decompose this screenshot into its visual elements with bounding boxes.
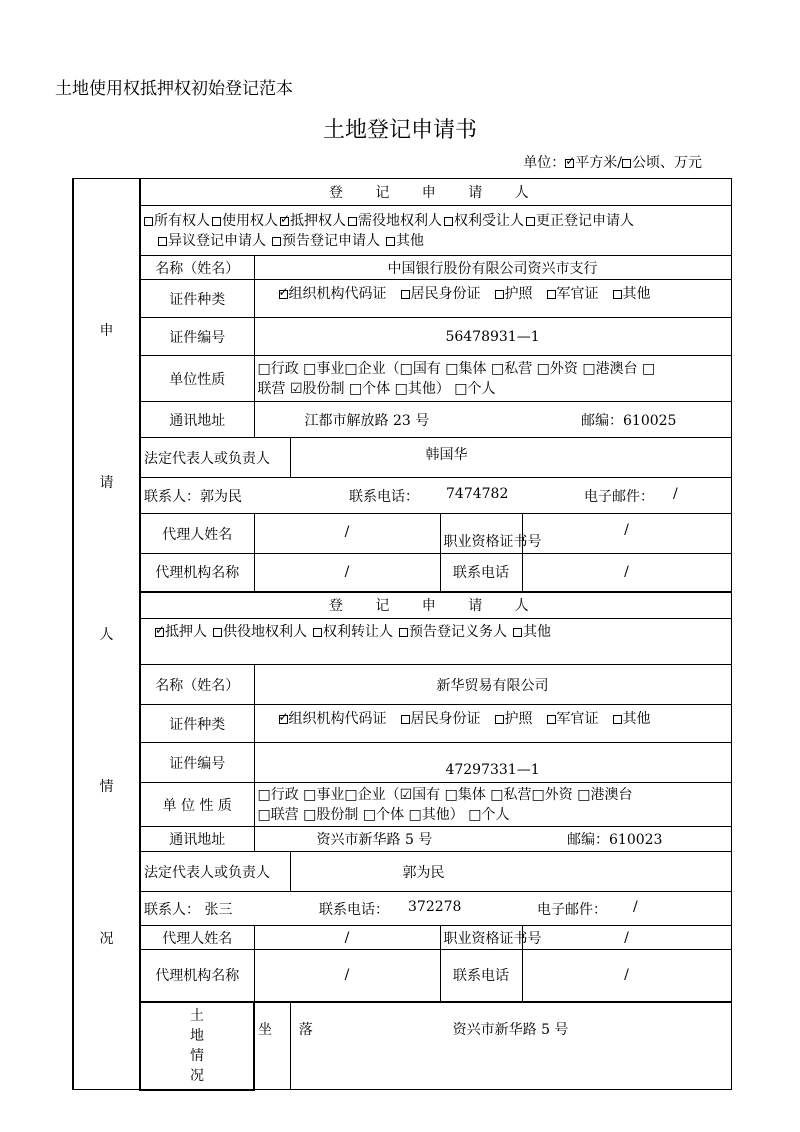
name-value: 中国银行股份有限公司资兴市支行 bbox=[254, 256, 731, 280]
section2-header: 登 记 申 请 人 bbox=[140, 592, 731, 619]
checkbox-icon[interactable] bbox=[348, 217, 357, 226]
checkbox-label: 其他 bbox=[523, 624, 551, 640]
checkbox-label: 权利转让人 bbox=[323, 624, 393, 640]
checkbox-icon[interactable] bbox=[279, 290, 288, 299]
checkbox-icon[interactable] bbox=[401, 715, 410, 724]
postcode: 邮编：610023 bbox=[567, 832, 663, 848]
legal-rep-value: 韩国华 bbox=[290, 438, 731, 478]
side-label-char: 情 bbox=[190, 1047, 204, 1064]
checkbox-icon[interactable] bbox=[158, 237, 167, 246]
cert-type-options bbox=[254, 705, 731, 743]
qual-cert-value: / bbox=[522, 926, 731, 950]
checkbox-icon[interactable] bbox=[212, 217, 221, 226]
side-label-char: 况 bbox=[99, 931, 114, 947]
checkbox-icon[interactable] bbox=[495, 715, 504, 724]
qual-cert-label: 职业资格证书号 bbox=[440, 926, 522, 950]
section1-header: 登 记 申 请 人 bbox=[140, 179, 731, 206]
checkbox-label: 其他 bbox=[622, 711, 651, 727]
checkbox-option[interactable] bbox=[495, 286, 533, 302]
side-label-char: 况 bbox=[190, 1067, 204, 1084]
form-title: 土地登记申请书 bbox=[322, 118, 477, 143]
checkbox-label: 权利受让人 bbox=[454, 212, 524, 229]
checkbox-option[interactable] bbox=[613, 286, 651, 302]
checkbox-icon[interactable] bbox=[386, 237, 395, 246]
agent-name-value: / bbox=[254, 514, 440, 554]
checkbox-icon[interactable] bbox=[279, 715, 288, 724]
phone-label: 联系电话： bbox=[319, 901, 389, 918]
side-label-char: 情 bbox=[99, 779, 114, 795]
checkbox-label: 所有权人 bbox=[154, 212, 210, 229]
checkbox-icon[interactable] bbox=[565, 159, 574, 168]
phone-value: 7474782 bbox=[446, 485, 509, 502]
checkbox-label: 其他 bbox=[396, 232, 424, 249]
checkbox-icon[interactable] bbox=[444, 217, 453, 226]
postcode: 邮编：610025 bbox=[581, 412, 677, 429]
checkbox-option[interactable] bbox=[280, 213, 346, 229]
legal-rep-label: 法定代表人或负责人 bbox=[140, 438, 290, 478]
cert-no-label: 证件编号 bbox=[140, 743, 254, 783]
checkbox-label: 更正登记申请人 bbox=[536, 212, 634, 229]
section1-applicant-types bbox=[140, 206, 731, 256]
cert-no-value: 56478931—1 bbox=[254, 318, 731, 356]
unit-nature-line: □行政 □事业□企业（☑国有 □集体 □私营□外资 □港澳台 bbox=[257, 786, 633, 803]
checkbox-label: 护照 bbox=[504, 286, 533, 302]
email-label: 电子邮件： bbox=[584, 488, 654, 505]
location-label: 坐 落 bbox=[254, 1002, 290, 1090]
agency-label: 代理机构名称 bbox=[140, 950, 254, 1002]
checkbox-option[interactable] bbox=[444, 213, 524, 229]
checkbox-icon[interactable] bbox=[613, 290, 622, 299]
unit-selector bbox=[523, 152, 702, 172]
checkbox-icon[interactable] bbox=[547, 290, 556, 299]
checkbox-option[interactable] bbox=[348, 213, 442, 229]
checkbox-option[interactable] bbox=[495, 711, 533, 727]
checkbox-option[interactable] bbox=[279, 286, 387, 302]
side-label-char: 请 bbox=[99, 475, 114, 491]
cert-no-label: 证件编号 bbox=[140, 318, 254, 356]
checkbox-icon[interactable] bbox=[513, 628, 522, 637]
cert-no-value: 47297331—1 bbox=[254, 743, 731, 783]
contact-person: 联系人：郭为民 bbox=[144, 488, 242, 505]
email-label: 电子邮件： bbox=[537, 901, 607, 918]
side-label-char: 申 bbox=[99, 323, 114, 339]
checkbox-label: 军官证 bbox=[556, 286, 599, 302]
checkbox-icon[interactable] bbox=[399, 628, 408, 637]
checkbox-label: 组织机构代码证 bbox=[288, 711, 387, 727]
checkbox-option[interactable] bbox=[279, 711, 387, 727]
checkbox-option[interactable] bbox=[144, 213, 210, 229]
cert-type-label: 证件种类 bbox=[140, 280, 254, 318]
checkbox-icon[interactable] bbox=[622, 159, 631, 168]
agent-name-label: 代理人姓名 bbox=[140, 926, 254, 950]
legal-rep-value: 郭为民 bbox=[290, 852, 731, 892]
checkbox-option[interactable] bbox=[158, 233, 266, 249]
checkbox-label: 其他 bbox=[622, 286, 651, 302]
checkbox-icon[interactable] bbox=[401, 290, 410, 299]
address-value: 资兴市新华路 5 号 bbox=[316, 832, 433, 848]
application-form bbox=[72, 178, 732, 1091]
agency-phone-label: 联系电话 bbox=[440, 554, 522, 592]
checkbox-option[interactable] bbox=[386, 233, 424, 249]
contact-person: 联系人： 张三 bbox=[144, 901, 233, 918]
checkbox-label: 异议登记申请人 bbox=[168, 232, 266, 249]
checkbox-icon[interactable] bbox=[144, 217, 153, 226]
checkbox-label: 预告登记义务人 bbox=[409, 624, 507, 640]
phone-value: 372278 bbox=[408, 898, 462, 915]
unit-label: 单位： bbox=[523, 155, 566, 171]
agency-phone-label: 联系电话 bbox=[440, 950, 522, 1002]
checkbox-label: 护照 bbox=[504, 711, 533, 727]
location-value: 资兴市新华路 5 号 bbox=[290, 1002, 731, 1090]
checkbox-label: 使用权人 bbox=[222, 212, 278, 229]
side-label-char: 土 bbox=[190, 1007, 204, 1024]
address-row bbox=[254, 402, 731, 438]
unit-nature-label: 单 位 性 质 bbox=[140, 783, 254, 827]
agency-phone-value: / bbox=[522, 554, 731, 592]
checkbox-option[interactable] bbox=[401, 286, 481, 302]
agent-name-value: / bbox=[254, 926, 440, 950]
agency-label: 代理机构名称 bbox=[140, 554, 254, 592]
address-label: 通讯地址 bbox=[140, 827, 254, 852]
address-row bbox=[254, 827, 731, 852]
unit-nature-line: □联营 □股份制 □个体 □其他） □个人 bbox=[257, 806, 510, 823]
unit-nature-line: 联营 ☑股份制 □个体 □其他） □个人 bbox=[257, 380, 496, 397]
checkbox-icon[interactable] bbox=[313, 628, 322, 637]
checkbox-label: 需役地权利人 bbox=[358, 212, 442, 229]
checkbox-option[interactable] bbox=[513, 624, 551, 640]
cert-type-label: 证件种类 bbox=[140, 705, 254, 743]
name-value: 新华贸易有限公司 bbox=[254, 665, 731, 705]
unit-nature-options bbox=[254, 356, 731, 402]
checkbox-option[interactable] bbox=[213, 624, 307, 640]
document-heading: 土地使用权抵押权初始登记范本 bbox=[55, 79, 293, 99]
checkbox-label: 抵押权人 bbox=[290, 212, 346, 229]
address-label: 通讯地址 bbox=[140, 402, 254, 438]
checkbox-icon[interactable] bbox=[155, 628, 164, 637]
email-value: / bbox=[633, 898, 638, 915]
agency-phone-value: / bbox=[522, 950, 731, 1002]
legal-rep-label: 法定代表人或负责人 bbox=[140, 852, 290, 892]
checkbox-label: 军官证 bbox=[556, 711, 599, 727]
unit-nature-options bbox=[254, 783, 731, 827]
checkbox-option[interactable] bbox=[313, 624, 393, 640]
phone-label: 联系电话： bbox=[349, 488, 419, 505]
contact-row bbox=[140, 478, 731, 514]
checkbox-option[interactable] bbox=[399, 624, 507, 640]
side-label-char: 地 bbox=[190, 1027, 204, 1044]
checkbox-icon[interactable] bbox=[613, 715, 622, 724]
checkbox-option[interactable] bbox=[401, 711, 481, 727]
checkbox-option[interactable] bbox=[547, 711, 599, 727]
unit-option-hectare: 公顷、万元 bbox=[632, 155, 702, 171]
qual-cert-label: 职业资格证书号 bbox=[440, 514, 522, 554]
address-value: 江都市解放路 23 号 bbox=[304, 412, 430, 429]
agency-value: / bbox=[254, 950, 440, 1002]
checkbox-label: 抵押人 bbox=[165, 624, 207, 640]
agent-name-label: 代理人姓名 bbox=[140, 514, 254, 554]
checkbox-icon[interactable] bbox=[526, 217, 535, 226]
side-label-char: 人 bbox=[99, 627, 114, 643]
checkbox-option[interactable] bbox=[155, 624, 207, 640]
checkbox-option[interactable] bbox=[212, 213, 278, 229]
checkbox-icon[interactable] bbox=[547, 715, 556, 724]
checkbox-option[interactable] bbox=[547, 286, 599, 302]
checkbox-label: 居民身份证 bbox=[410, 711, 481, 727]
checkbox-label: 组织机构代码证 bbox=[288, 286, 387, 302]
applicant-side-label bbox=[73, 179, 140, 1090]
checkbox-label: 预告登记申请人 bbox=[282, 232, 380, 249]
checkbox-option[interactable] bbox=[613, 711, 651, 727]
checkbox-icon[interactable] bbox=[213, 628, 222, 637]
checkbox-option[interactable] bbox=[526, 213, 634, 229]
contact-row bbox=[140, 892, 731, 926]
unit-nature-line: □行政 □事业□企业（□国有 □集体 □私营 □外资 □港澳台 □ bbox=[257, 360, 656, 377]
name-label: 名称（姓名） bbox=[140, 256, 254, 280]
checkbox-icon[interactable] bbox=[272, 237, 281, 246]
agency-value: / bbox=[254, 554, 440, 592]
checkbox-option[interactable] bbox=[272, 233, 380, 249]
unit-nature-label: 单位性质 bbox=[140, 356, 254, 402]
checkbox-icon[interactable] bbox=[280, 217, 289, 226]
checkbox-label: 供役地权利人 bbox=[223, 624, 307, 640]
unit-option-sqm: 平方米/ bbox=[575, 155, 622, 171]
checkbox-icon[interactable] bbox=[495, 290, 504, 299]
section2-applicant-types bbox=[140, 619, 731, 665]
qual-cert-value: / bbox=[522, 514, 731, 554]
checkbox-label: 居民身份证 bbox=[410, 286, 481, 302]
name-label: 名称（姓名） bbox=[140, 665, 254, 705]
land-side-label bbox=[140, 1002, 254, 1090]
cert-type-options bbox=[254, 280, 731, 318]
email-value: / bbox=[673, 485, 678, 502]
